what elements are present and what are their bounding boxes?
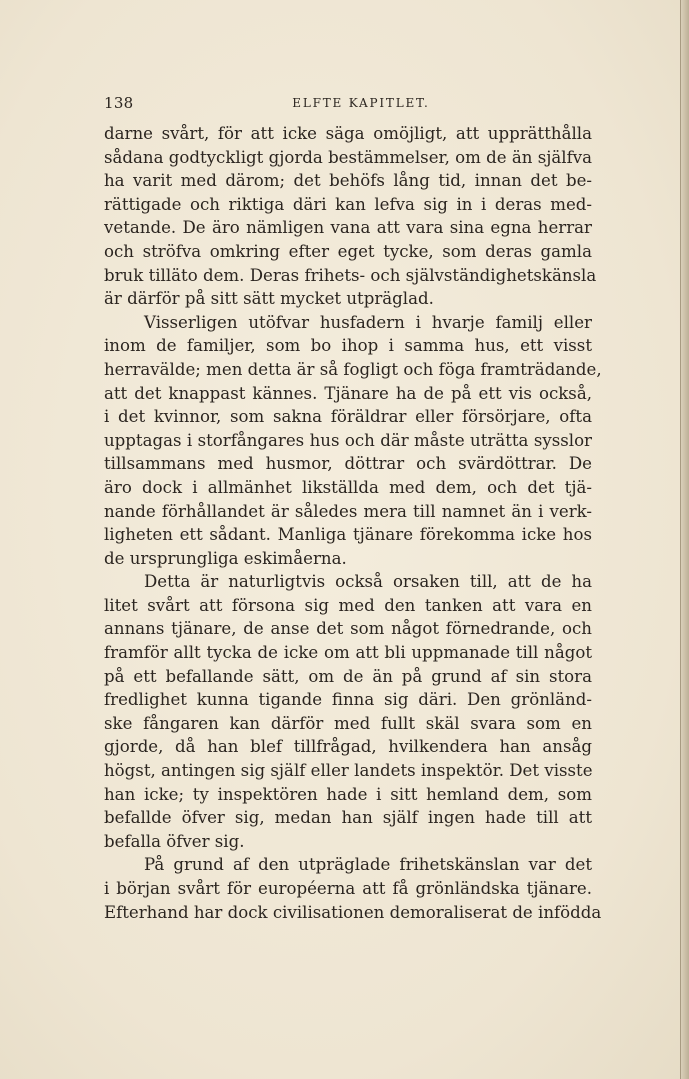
page-edge [680, 0, 689, 1079]
text-line: äro dock i allmänhet likställda med dem, och det tjä- [104, 477, 592, 497]
paragraph [104, 122, 597, 311]
text-line: sådana godtyckligt gjorda bestämmelser, om de än själfva [104, 147, 593, 167]
text-line: rättigade och riktiga däri kan lefva sig in i deras med- [104, 194, 592, 214]
text-line: framför allt tycka de icke om att bli uppmanade till något [104, 643, 592, 663]
body-text [104, 122, 602, 924]
text-line: i det kvinnor, som sakna föräldrar eller försörjare, ofta [104, 407, 592, 427]
text-line: litet svårt att försona sig med den tanken att vara en [104, 595, 592, 615]
text-line: ligheten ett sådant. Manliga tjänare förekomma icke hos [104, 525, 592, 545]
text-line: På grund af den utpräglade frihetskänslan var det [144, 855, 592, 875]
page-header [104, 94, 592, 114]
text-line: fredlighet kunna tigande finna sig däri. Den grönländ- [104, 690, 592, 710]
text-line: Detta är naturligtvis också orsaken till, att de ha [144, 572, 592, 592]
text-line: att det knappast kännes. Tjänare ha de på ett vis också, [104, 383, 592, 403]
text-line: tillsammans med husmor, döttrar och svärdöttrar. De [104, 454, 592, 474]
text-line: nande förhållandet är således mera till namnet än i verk- [104, 501, 592, 521]
text-line: befallde öfver sig, medan han själf ingen hade till att [104, 808, 592, 828]
text-line: han icke; ty inspektören hade i sitt hemland dem, som [104, 784, 592, 804]
text-line: ha varit med därom; det behöfs lång tid, innan det be- [104, 171, 592, 191]
text-line: befalla öfver sig. [104, 831, 245, 851]
text-line: i början svårt för européerna att få grönländska tjänare. [104, 879, 592, 898]
text-line: vetande. De äro nämligen vana att vara sina egna herrar [104, 218, 592, 238]
text-line: inom de familjer, som bo ihop i samma hus, ett visst [104, 336, 592, 356]
text-line: darne svårt, för att icke säga omöjligt, att upprätthålla [104, 124, 592, 143]
paragraph [104, 570, 592, 853]
paragraph [104, 853, 602, 924]
text-line: ske fångaren kan därför med fullt skäl svara som en [104, 713, 592, 733]
text-line: högst, antingen sig själf eller landets inspektör. Det visste [104, 761, 593, 781]
text-line: upptagas i storfångares hus och där måste uträtta sysslor [104, 430, 592, 450]
text-line: bruk tilläto dem. Deras frihets- och självständighetskänsla [104, 265, 597, 285]
page-number: 138 [104, 94, 134, 112]
paragraph [104, 311, 602, 571]
text-line: Efterhand har dock civilisationen demoraliserat de infödda [104, 902, 602, 922]
text-line: de ursprungliga eskimåerna. [104, 548, 347, 568]
running-title: ELFTE KAPITLET. [292, 96, 430, 110]
text-line: herravälde; men detta är så fogligt och föga framträdande, [104, 359, 602, 379]
text-line: är därför på sitt sätt mycket utpräglad. [104, 289, 434, 309]
text-line: på ett befallande sätt, om de än på grund af sin stora [104, 666, 592, 686]
text-line: annans tjänare, de anse det som något förnedrande, och [104, 619, 592, 639]
text-line: gjorde, då han blef tillfrågad, hvilkendera han ansåg [104, 737, 592, 757]
text-line: och ströfva omkring efter eget tycke, som deras gamla [104, 241, 592, 261]
text-line: Visserligen utöfvar husfadern i hvarje familj eller [144, 312, 592, 332]
